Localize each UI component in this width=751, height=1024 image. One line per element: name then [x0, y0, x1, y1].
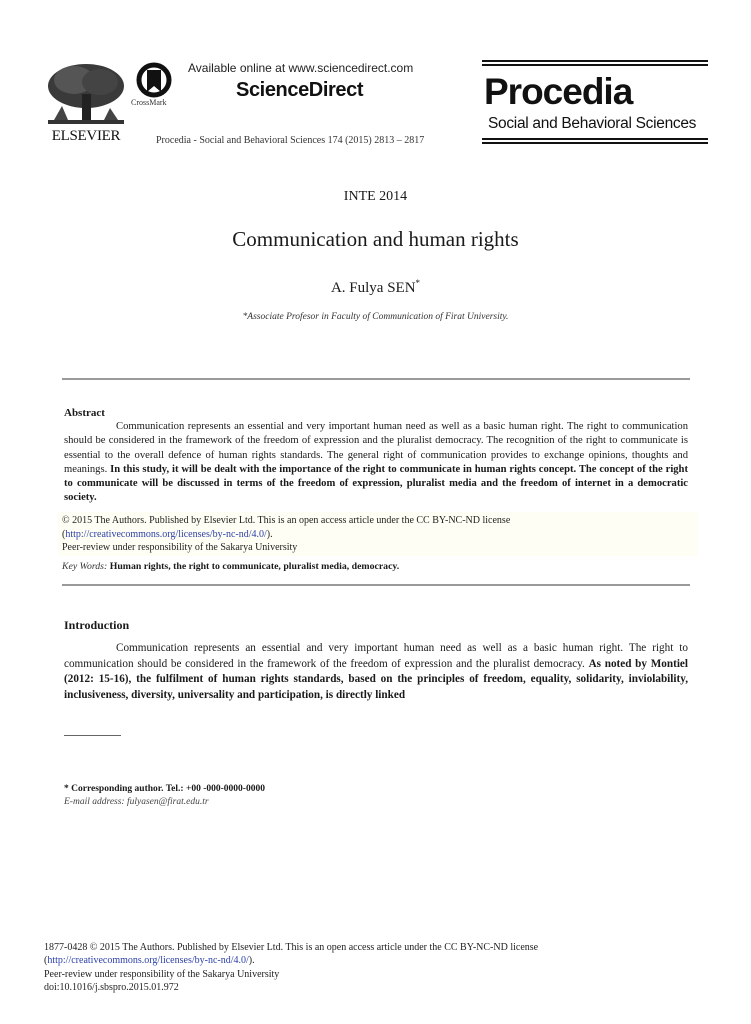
abstract-body	[64, 420, 688, 506]
author-affiliation: *Associate Profesor in Faculty of Communication of Firat University.	[242, 312, 509, 322]
keywords	[62, 561, 399, 572]
bottom-license-line	[44, 954, 538, 967]
introduction-text: Communication represents an essential and very important human need as well as a basic human right. The right to communication should be considered in the framework of the freedom of expression and the pluralist democracy.	[64, 642, 688, 670]
bottom-peer-review-line: Peer-review under responsibility of the Sakarya University	[44, 968, 280, 980]
copyright-line: © 2015 The Authors. Published by Elsevier Ltd. This is an open access article under the CC BY-NC-ND license	[62, 515, 511, 526]
header-divider	[62, 378, 690, 380]
author-footnote-mark[interactable]: *	[415, 278, 421, 288]
paren-open: (	[44, 955, 48, 967]
crossmark-label: CrossMark	[131, 98, 167, 107]
footnote-separator	[64, 735, 121, 736]
paren-open: (	[62, 528, 66, 540]
logo-top-rule	[482, 60, 708, 62]
keywords-label: Key Words:	[62, 561, 108, 572]
elsevier-wordmark: ELSEVIER	[51, 128, 121, 144]
journal-citation: Procedia - Social and Behavioral Sciences 174 (2015) 2813 – 2817	[156, 135, 425, 146]
logo-top-rule-2	[482, 64, 708, 66]
corresponding-author-footnote: * Corresponding author. Tel.: +00 -000-0000-0000	[64, 784, 265, 794]
introduction-body	[64, 641, 688, 703]
paren-close: ).	[266, 528, 273, 540]
peer-review-line: Peer-review under responsibility of the Sakarya University	[62, 542, 298, 553]
abstract-heading: Abstract	[64, 407, 105, 419]
logo-bottom-rule	[482, 138, 708, 140]
copyright-notice	[62, 514, 510, 555]
doi[interactable]: doi:10.1016/j.sbspro.2015.01.972	[44, 982, 179, 994]
abstract-section	[64, 407, 688, 506]
conference-name: INTE 2014	[343, 189, 408, 204]
license-link-line	[62, 528, 510, 542]
email-footnote[interactable]: E-mail address: fulyasen@firat.edu.tr	[64, 797, 209, 807]
keywords-value: Human rights, the right to communicate, pluralist media, democracy.	[107, 561, 400, 572]
issn-copyright-line: 1877-0428 © 2015 The Authors. Published by Elsevier Ltd. This is an open access article under the CC BY-NC-ND license	[44, 942, 539, 953]
bottom-copyright	[44, 941, 538, 995]
author-line	[0, 278, 751, 297]
procedia-logo-title: Procedia	[484, 71, 633, 112]
bottom-license-link[interactable]: http://creativecommons.org/licenses/by-nc-nd/4.0/	[47, 955, 249, 967]
logo-bottom-rule-2	[482, 142, 708, 144]
introduction-text-bold: As noted by Montiel (2012: 15-16), the fulfilment of human rights standards, based on the principles of freedom, equality, solidarity, inviolability, inclusiveness, diversity, universality and participation, is directly linked	[64, 657, 688, 701]
abstract-text: Communication represents an essential and very important human need as well as a basic human right. The right to communication should be considered in the framework of the freedom of expression and the pluralist democracy. The recognition of the right to communicate is essential to the overall defence of human rights standards. The general right of communication provides to exchange opinions, thoughts and meanings.	[64, 421, 688, 475]
abstract-text-bold: In this study, it will be dealt with the importance of the right to communicate in human rights concept. The concept of the right to communicate will be discussed in terms of the freedom of expression, pluralist media and the freedom of internet in a democratic society.	[64, 463, 688, 504]
paper-title: Communication and human rights	[232, 227, 519, 251]
introduction-heading: Introduction	[64, 618, 130, 632]
available-online-text[interactable]: Available online at www.sciencedirect.com	[188, 61, 414, 75]
author-name: A. Fulya SEN	[330, 280, 416, 296]
paren-close: ).	[248, 955, 255, 967]
procedia-logo-subtitle: Social and Behavioral Sciences	[488, 115, 697, 132]
introduction-section	[64, 641, 688, 703]
abstract-divider	[62, 584, 690, 586]
license-link[interactable]: http://creativecommons.org/licenses/by-nc-nd/4.0/	[65, 528, 267, 540]
sciencedirect-brand: ScienceDirect	[236, 79, 364, 101]
